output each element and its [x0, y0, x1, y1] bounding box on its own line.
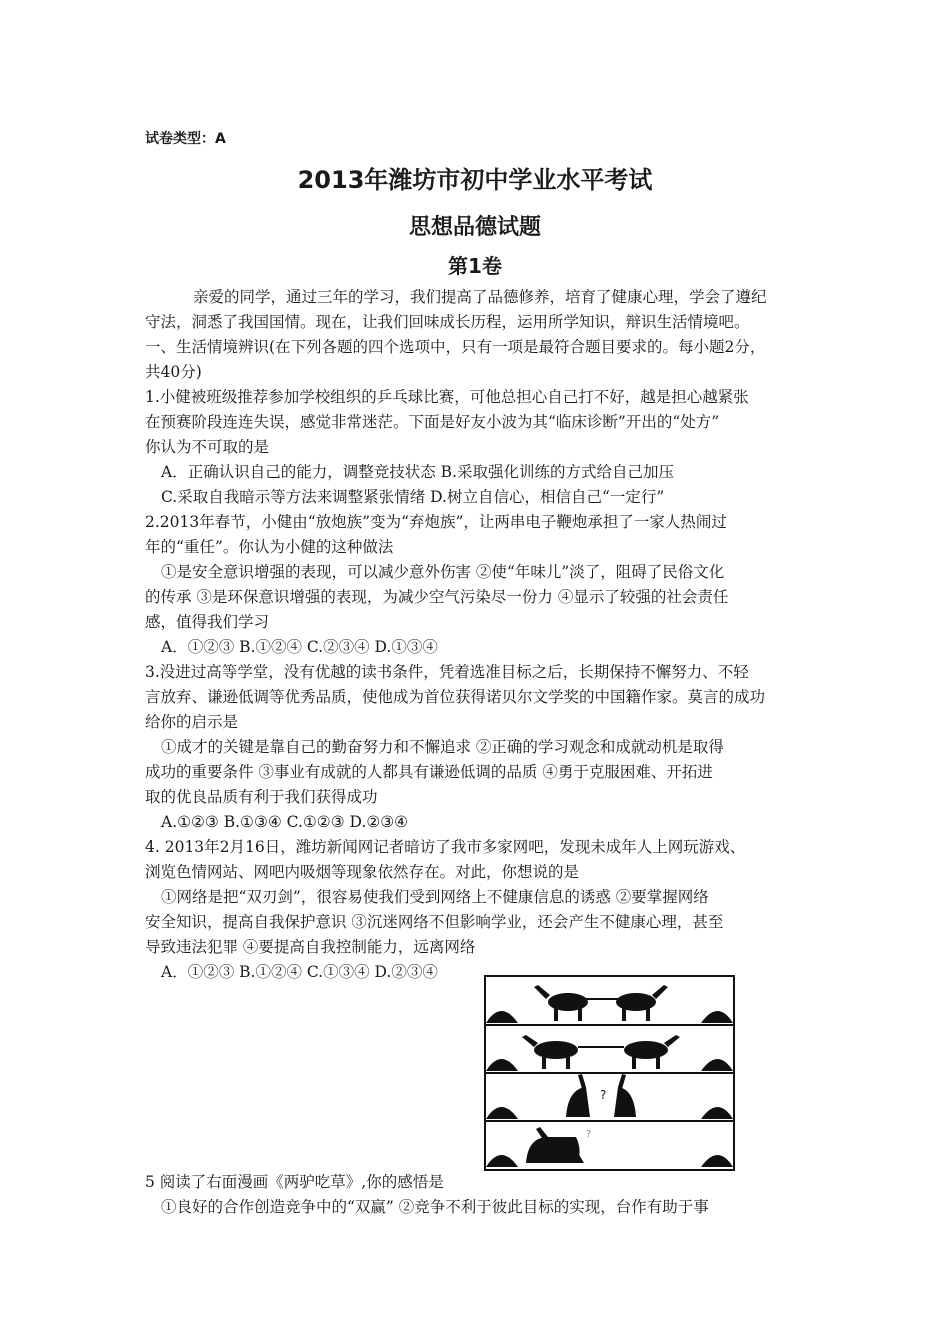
question-3-items: 成功的重要条件 ③事业有成就的人都具有谦逊低调的品质 ④勇于克服困难、开拓进 — [145, 763, 713, 781]
question-4-items: ①网络是把“双刃剑”，很容易使我们受到网络上不健康信息的诱惑 ②要掌握网络 — [161, 888, 709, 906]
question-3-text: 言放弃、谦逊低调等优秀品质，使他成为首位获得诺贝尔文学奖的中国籍作家。莫言的成功 — [145, 688, 766, 706]
exam-title: 2013年潍坊市初中学业水平考试 — [297, 166, 653, 194]
section-heading: 一、生活情境辨识(在下列各题的四个选项中，只有一项是最符合题目要求的。每小题2分， — [145, 338, 766, 356]
question-4-items: 安全知识，提高自我保护意识 ③沉迷网络不但影响学业，还会产生不健康心理，甚至 — [145, 913, 724, 931]
question-1-text: 你认为不可取的是 — [145, 438, 270, 456]
intro-line: 守法，洞悉了我国国情。现在，让我们回味成长历程，运用所学知识，辩识生活情境吧。 — [145, 313, 750, 331]
question-2-items: ①是安全意识增强的表现，可以减少意外伤害 ②使“年味儿”淡了，阻碍了民俗文化 — [161, 563, 725, 581]
volume-label: 第1卷 — [448, 254, 502, 278]
question-1-options: A．正确认识自己的能力，调整竞技状态 B.采取强化训练的方式给自己加压 — [161, 463, 674, 481]
question-2-items: 感，值得我们学习 — [145, 613, 270, 631]
question-1-text: 1.小健被班级推荐参加学校组织的乒乓球比赛，可他总担心自己打不好，越是担心越紧张 — [145, 388, 749, 406]
exam-subtitle: 思想品德试题 — [408, 215, 541, 240]
question-3-items: 取的优良品质有利于我们获得成功 — [145, 788, 378, 806]
question-1-options: C.采取自我暗示等方法来调整紧张情绪 D.树立自信心，相信自己“一定行” — [161, 488, 665, 506]
question-4-items: 导致违法犯罪 ④要提高自我控制能力，远离网络 — [145, 938, 476, 956]
section-heading: 共40分) — [145, 363, 202, 381]
question-2-text: 2.2013年春节，小健由“放炮族”变为“弃炮族”，让两串电子鞭炮承担了一家人热闹过 — [145, 513, 727, 531]
panel-label: ? — [600, 1088, 607, 1102]
question-1-text: 在预赛阶段连连失误，感觉非常迷茫。下面是好友小波为其“临床诊断”开出的“处方” — [145, 413, 720, 431]
two-donkeys-cartoon-icon — [484, 975, 735, 1171]
question-3-text: 3.没进过高等学堂，没有优越的读书条件，凭着选准目标之后，长期保持不懈努力、不轻 — [145, 663, 749, 681]
question-4-options: A．①②③ B.①②④ C.①③④ D.②③④ — [161, 963, 438, 981]
question-3-options: A.①②③ B.①③④ C.①②③ D.②③④ — [161, 813, 409, 831]
question-5-items: ①良好的合作创造竞争中的“双赢” ②竞争不利于彼此目标的实现，台作有助于事 — [161, 1198, 709, 1216]
question-4-text: 4. 2013年2月16日，潍坊新闻网记者暗访了我市多家网吧，发现未成年人上网玩游戏、 — [145, 838, 746, 856]
question-5-text: 5 阅读了右面漫画《两驴吃草》,你的感悟是 — [145, 1173, 444, 1191]
question-2-options: A．①②③ B.①②④ C.②③④ D.①③④ — [161, 638, 438, 656]
question-3-text: 给你的启示是 — [145, 713, 239, 731]
intro-line: 亲爱的同学，通过三年的学习，我们提高了品德修养，培育了健康心理，学会了遵纪 — [193, 288, 767, 306]
question-3-items: ①成才的关键是靠自己的勤奋努力和不懈追求 ②正确的学习观念和成就动机是取得 — [161, 738, 724, 756]
question-2-items: 的传承 ③是环保意识增强的表现，为减少空气污染尽一份力 ④显示了较强的社会责任 — [145, 588, 729, 606]
panel-label: ? — [586, 1129, 592, 1140]
question-2-text: 年的“重任”。你认为小健的这种做法 — [145, 538, 394, 556]
question-4-text: 浏览色情网站、网吧内吸烟等现象依然存在。对此，你想说的是 — [145, 863, 580, 881]
paper-type: 试卷类型：A — [145, 131, 226, 147]
